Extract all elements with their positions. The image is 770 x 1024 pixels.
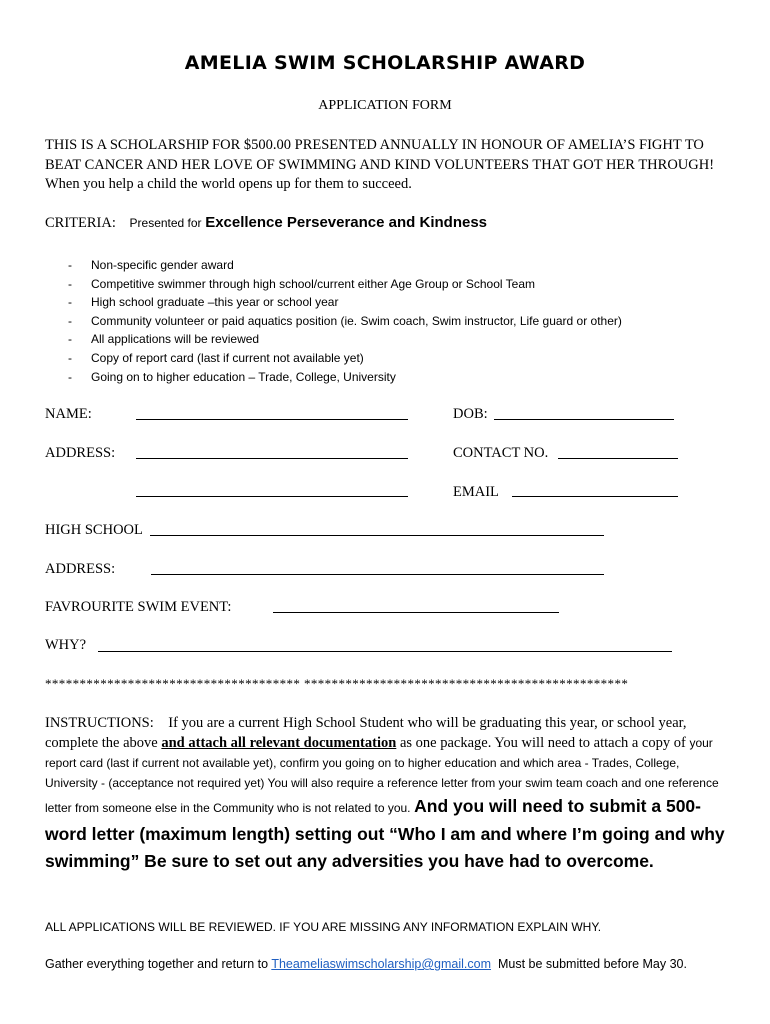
list-item: - Copy of report card (last if current not available yet) bbox=[68, 350, 364, 365]
address-field[interactable] bbox=[136, 458, 408, 459]
page-title: AMELIA SWIM SCHOLARSHIP AWARD bbox=[184, 52, 586, 74]
high-school-label: HIGH SCHOOL bbox=[45, 522, 143, 538]
gather-note: Gather everything together and return to Theameliaswimscholarship@gmail.com Must be submitted before May 30. bbox=[45, 957, 687, 971]
swim-event-field[interactable] bbox=[273, 612, 559, 613]
why-field[interactable] bbox=[98, 651, 672, 652]
school-address-field[interactable] bbox=[151, 574, 604, 575]
underlined-text: and attach all relevant documentation bbox=[161, 735, 397, 751]
school-address-label: ADDRESS: bbox=[45, 561, 116, 577]
criteria-presented: Presented for bbox=[129, 216, 202, 230]
separator-stars: ************************************* *********************************************** bbox=[45, 676, 629, 691]
name-field[interactable] bbox=[136, 419, 408, 420]
list-item: - High school graduate –this year or school year bbox=[68, 295, 339, 310]
list-item: - Non-specific gender award bbox=[68, 258, 234, 272]
dob-label: DOB: bbox=[453, 406, 488, 422]
email-field[interactable] bbox=[512, 496, 678, 497]
criteria-values: Excellence Perseverance and Kindness bbox=[205, 214, 488, 231]
dob-field[interactable] bbox=[494, 419, 674, 420]
all-applications-note: ALL APPLICATIONS WILL BE REVIEWED. IF YOU ARE MISSING ANY INFORMATION EXPLAIN WHY. bbox=[45, 920, 602, 934]
name-label: NAME: bbox=[45, 406, 92, 422]
list-item: - Community volunteer or paid aquatics position (ie. Swim coach, Swim instructor, Life guard or other) bbox=[68, 313, 622, 328]
address-line2-field[interactable] bbox=[136, 496, 408, 497]
criteria-label: CRITERIA: bbox=[45, 215, 116, 231]
high-school-field[interactable] bbox=[150, 535, 604, 536]
why-label: WHY? bbox=[45, 637, 87, 653]
swim-event-label: FAVROURITE SWIM EVENT: bbox=[45, 599, 232, 615]
instructions-paragraph: INSTRUCTIONS: If you are a current High School Student who will be graduating this year, or school year, complete the above and attach all relevant documentation as one package. You will need to attach a copy of your report card (last if current not available yet), confirm you going on to higher education and which area - Trades, College, University - (acceptance not required yet) You will also require a reference letter from your swim team coach and one reference letter from someone else in the Community who is not related to you. And you will need to submit a 500-word letter (maximum length) setting out “Who I am and where I’m going and why swimming” Be sure to set out any adversities you have had to overcome. bbox=[45, 715, 725, 871]
contact-field[interactable] bbox=[558, 458, 678, 459]
intro-paragraph: THIS IS A SCHOLARSHIP FOR $500.00 PRESENTED ANNUALLY IN HONOUR OF AMELIA’S FIGHT TO BEAT CANCER AND HER LOVE OF SWIMMING AND KIND VOLUNTEERS THAT GOT HER THROUGH! When you help a child the world opens up for them to succeed. bbox=[45, 137, 715, 192]
address-label: ADDRESS: bbox=[45, 445, 116, 461]
page-subtitle: APPLICATION FORM bbox=[318, 98, 452, 113]
instructions-label: INSTRUCTIONS: bbox=[45, 715, 154, 731]
list-item: - Competitive swimmer through high school/current either Age Group or School Team bbox=[68, 276, 535, 291]
contact-label: CONTACT NO. bbox=[453, 445, 549, 461]
list-item: - Going on to higher education – Trade, College, University bbox=[68, 369, 396, 384]
email-label: EMAIL bbox=[453, 484, 499, 500]
criteria-list bbox=[64, 256, 622, 386]
email-link[interactable]: Theameliaswimscholarship@gmail.com bbox=[271, 957, 492, 971]
list-item: - All applications will be reviewed bbox=[68, 332, 260, 347]
letter-requirement: And you will need to submit a 500-word letter (maximum length) setting out “Who I am and where I’m going and why swimming” Be sure to set out any adversities you have had to overcome. bbox=[45, 796, 725, 871]
criteria-heading bbox=[45, 214, 487, 232]
